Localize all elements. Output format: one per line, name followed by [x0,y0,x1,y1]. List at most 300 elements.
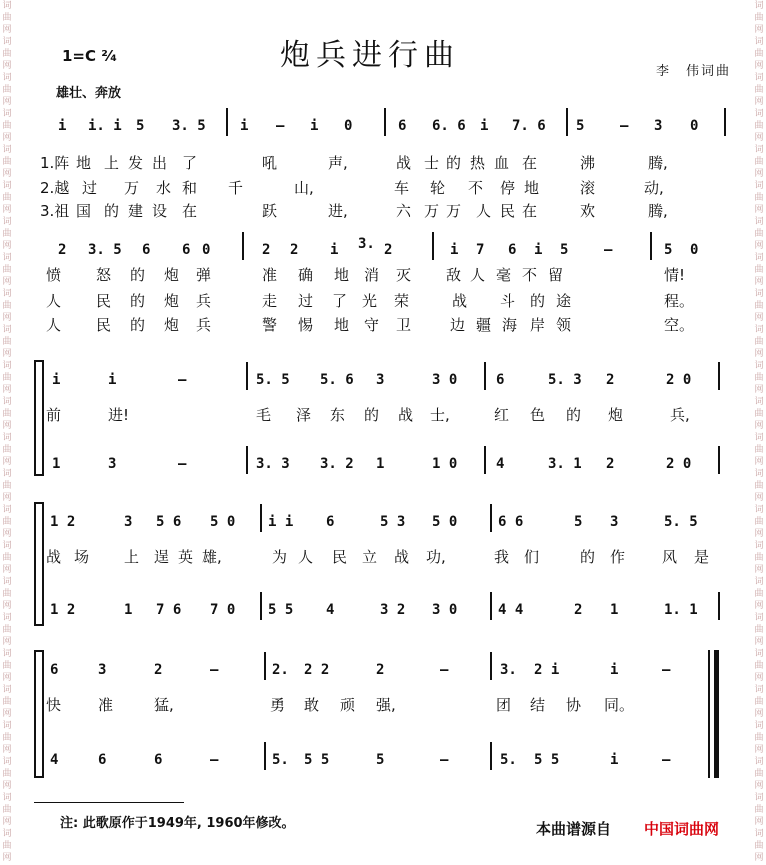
watermark-glyph: 曲 [754,589,764,599]
watermark-glyph: 网 [754,529,764,539]
note: 5 [136,118,145,134]
lyric-syllable: 荣 [394,292,410,310]
lyric-syllable: 万 [446,202,462,220]
watermark-glyph: 网 [2,529,12,539]
watermark-glyph: 词 [2,649,12,659]
lyric-syllable: 上 [104,154,120,172]
barline [718,446,720,474]
note-lower: 2 0 [666,456,692,472]
watermark-glyph: 曲 [754,229,764,239]
note: 5 [576,118,585,134]
lyric-syllable: 战 [46,548,62,566]
watermark-glyph: 网 [2,565,12,575]
barline [384,108,386,136]
lyric-syllable: 弹 [196,266,212,284]
note-lower: 6 [98,752,107,768]
lyric-syllable: 强, [376,696,396,714]
watermark-glyph: 词 [754,325,764,335]
note: i [330,242,339,258]
barline [484,362,486,390]
lyric-syllable: 在 [182,202,198,220]
note-upper: – [178,372,187,388]
lyric-syllable: 炮 [164,316,180,334]
watermark-glyph: 词 [2,145,12,155]
lyric-syllable: 轮 [430,179,446,197]
lyric-syllable: 战 [398,406,414,424]
note-lower: 3 0 [432,602,458,618]
watermark-glyph: 词 [754,649,764,659]
lyric-syllable: 3.祖 [40,202,70,220]
lyric-syllable: 团 [496,696,512,714]
watermark-glyph: 词 [2,541,12,551]
watermark-glyph: 曲 [2,193,12,203]
lyric-syllable: 前 [46,406,62,424]
lyric-syllable: 毛 [256,406,272,424]
watermark-glyph: 词 [2,577,12,587]
lyric-syllable: 血 [494,154,510,172]
lyric-syllable: 士 [424,154,440,172]
lyric-syllable: 建 [128,202,144,220]
watermark-glyph: 网 [2,421,12,431]
note-upper: 3 [610,514,619,530]
watermark-glyph: 词 [754,541,764,551]
lyric-syllable: 进! [108,406,130,424]
watermark-glyph: 曲 [2,373,12,383]
watermark-glyph: 曲 [754,517,764,527]
lyric-syllable: 结 [530,696,546,714]
watermark-glyph: 曲 [754,121,764,131]
lyric-syllable: 炮 [164,266,180,284]
lyric-syllable: 确 [298,266,314,284]
note-lower: 7 6 [156,602,182,618]
lyric-syllable: 消 [364,266,380,284]
source-label: 本曲谱源自 [536,820,612,838]
lyric-syllable: 的 [530,292,546,310]
note: 2 [58,242,67,258]
watermark-glyph: 网 [2,673,12,683]
lyric-syllable: 地 [334,266,350,284]
lyric-syllable: 滚 [580,179,596,197]
note-upper: 3 [124,514,133,530]
lyric-syllable: 准 [98,696,114,714]
note-lower: – [178,456,187,472]
note: 2 [290,242,299,258]
note: i [310,118,319,134]
barline [718,362,720,390]
lyric-syllable: 的 [130,316,146,334]
note: 3 [654,118,663,134]
note-lower: – [662,752,671,768]
note-lower: 1 0 [432,456,458,472]
lyric-syllable: 地 [76,154,92,172]
watermark-glyph: 网 [2,817,12,827]
watermark-glyph: 词 [2,37,12,47]
composer: 李 伟词曲 [656,64,732,79]
watermark-glyph: 网 [754,421,764,431]
watermark-glyph: 网 [2,637,12,647]
note: 6. 6 [432,118,466,134]
watermark-glyph: 词 [754,469,764,479]
note-upper: 5 3 [380,514,406,530]
watermark-glyph: 词 [754,793,764,803]
note: 2 [384,242,393,258]
lyric-syllable: 空。 [664,316,695,334]
watermark-glyph: 词 [754,685,764,695]
watermark-glyph: 曲 [754,625,764,635]
barline [242,232,244,260]
watermark-glyph: 曲 [2,85,12,95]
lyric-syllable: 声, [328,154,348,172]
note-lower: 3. 2 [320,456,354,472]
watermark-glyph: 网 [2,457,12,467]
note-upper: 2 0 [666,372,692,388]
note-lower: 3 2 [380,602,406,618]
watermark-glyph: 词 [754,361,764,371]
lyric-syllable: 愤 [46,266,62,284]
watermark-glyph: 网 [2,97,12,107]
barline [566,108,568,136]
watermark-glyph: 网 [754,817,764,827]
lyric-syllable: 红 [494,406,510,424]
note-lower: – [440,752,449,768]
watermark-glyph: 网 [754,205,764,215]
watermark-glyph: 词 [754,505,764,515]
barline [718,592,720,620]
watermark-glyph: 词 [2,721,12,731]
note-upper: i [52,372,61,388]
watermark-left [0,0,14,865]
note: i [58,118,67,134]
lyric-syllable: 的 [566,406,582,424]
lyric-syllable: 了 [332,292,348,310]
lyric-syllable: 灭 [396,266,412,284]
note-lower: 5 5 [304,752,330,768]
lyric-syllable: 边 [450,316,466,334]
lyric-syllable: 人 [476,202,492,220]
watermark-glyph: 网 [754,97,764,107]
watermark-glyph: 词 [754,1,764,11]
lyric-syllable: 地 [334,316,350,334]
watermark-glyph: 网 [2,493,12,503]
watermark-glyph: 词 [2,397,12,407]
note-lower: 4 [326,602,335,618]
barline [246,446,248,474]
watermark-glyph: 网 [754,601,764,611]
note-lower: i [610,752,619,768]
lyric-syllable: 我 [494,548,510,566]
lyric-syllable: 在 [522,154,538,172]
watermark-glyph: 词 [2,109,12,119]
lyric-syllable: 同。 [604,696,635,714]
barline [226,108,228,136]
note-lower: 1 2 [50,602,76,618]
watermark-glyph: 曲 [2,625,12,635]
watermark-glyph: 网 [754,25,764,35]
lyric-syllable: 炮 [164,292,180,310]
note-upper: 6 [496,372,505,388]
lyric-syllable: 的 [364,406,380,424]
barline [264,742,266,770]
watermark-glyph: 网 [754,133,764,143]
lyric-syllable: 人 [46,316,62,334]
watermark-glyph: 网 [2,601,12,611]
lyric-syllable: 跃 [262,202,278,220]
watermark-glyph: 曲 [754,301,764,311]
note-lower: 5 [376,752,385,768]
watermark-glyph: 曲 [2,409,12,419]
watermark-glyph: 曲 [2,805,12,815]
lyric-syllable: 和 [182,179,198,197]
barline [490,652,492,680]
note: 3. [358,236,375,252]
lyric-syllable: 猛, [154,696,174,714]
watermark-glyph: 曲 [754,733,764,743]
barline [490,742,492,770]
note-lower: 5. [272,752,289,768]
note-upper: 6 [50,662,59,678]
watermark-glyph: 词 [2,505,12,515]
lyric-syllable: 民 [96,292,112,310]
watermark-glyph: 词 [754,433,764,443]
lyric-syllable: 卫 [396,316,412,334]
note-lower: 3. 3 [256,456,290,472]
note: 5 [560,242,569,258]
lyric-syllable: 场 [74,548,90,566]
note-upper: i [108,372,117,388]
note: 0 [344,118,353,134]
lyric-syllable: 腾, [648,202,668,220]
watermark-glyph: 曲 [754,373,764,383]
watermark-glyph: 词 [754,145,764,155]
note-lower: 2 [574,602,583,618]
watermark-glyph: 曲 [2,517,12,527]
watermark-glyph: 网 [754,385,764,395]
note-lower: 3 [108,456,117,472]
note-lower: 5. [500,752,517,768]
lyric-syllable: 的 [130,292,146,310]
watermark-glyph: 曲 [2,157,12,167]
watermark-glyph: 网 [2,61,12,71]
note-upper: 2 [376,662,385,678]
lyric-syllable: 不 [522,266,538,284]
watermark-glyph: 曲 [2,13,12,23]
system-start-line [42,502,44,626]
lyric-syllable: 的 [104,202,120,220]
watermark-glyph: 曲 [754,85,764,95]
barline [490,592,492,620]
note-lower: 1 [52,456,61,472]
watermark-glyph: 词 [754,829,764,839]
note-lower: 2 [606,456,615,472]
lyric-syllable: 们 [524,548,540,566]
watermark-glyph: 网 [2,313,12,323]
barline [246,362,248,390]
watermark-glyph: 曲 [2,589,12,599]
note: i [534,242,543,258]
watermark-glyph: 词 [2,613,12,623]
lyric-syllable: 雄, [202,548,222,566]
lyric-syllable: 东 [330,406,346,424]
lyric-syllable: 情! [664,266,686,284]
watermark-glyph: 词 [754,721,764,731]
note: – [276,118,285,134]
site-name[interactable]: 中国词曲网 [644,820,720,838]
note-lower: 1 [124,602,133,618]
note: 6 [508,242,517,258]
watermark-glyph: 网 [754,241,764,251]
watermark-glyph: 网 [2,205,12,215]
watermark-glyph: 曲 [2,769,12,779]
watermark-glyph: 网 [2,169,12,179]
note: i. i [88,118,122,134]
note-lower: 6 [154,752,163,768]
lyric-syllable: 惕 [298,316,314,334]
watermark-glyph: 曲 [754,841,764,851]
lyric-syllable: 的 [130,266,146,284]
watermark-glyph: 词 [754,757,764,767]
note: 3. 5 [88,242,122,258]
watermark-glyph: 网 [754,169,764,179]
watermark-glyph: 曲 [2,301,12,311]
lyric-syllable: 腾, [648,154,668,172]
watermark-glyph: 词 [2,217,12,227]
watermark-glyph: 网 [754,313,764,323]
watermark-glyph: 词 [2,73,12,83]
lyric-syllable: 国 [76,202,92,220]
watermark-glyph: 词 [754,109,764,119]
lyric-syllable: 为 [272,548,288,566]
lyric-syllable: 斗 [500,292,516,310]
watermark-glyph: 曲 [754,409,764,419]
watermark-glyph: 曲 [2,337,12,347]
watermark-glyph: 词 [2,181,12,191]
watermark-glyph: 词 [2,433,12,443]
note-upper: 5. 5 [664,514,698,530]
lyric-syllable: 士, [430,406,450,424]
watermark-glyph: 网 [754,853,764,863]
note: i [480,118,489,134]
watermark-glyph: 网 [754,61,764,71]
note: 2 [262,242,271,258]
watermark-glyph: 词 [754,613,764,623]
barline [490,504,492,532]
lyric-syllable: 走 [262,292,278,310]
note-upper: 3 [98,662,107,678]
lyric-syllable: 吼 [262,154,278,172]
lyric-syllable: 色 [530,406,546,424]
barline [264,652,266,680]
lyric-syllable: 领 [556,316,572,334]
note-upper: 2 2 [304,662,330,678]
watermark-glyph: 曲 [2,121,12,131]
note-lower: 5 5 [534,752,560,768]
note-upper: 5 [574,514,583,530]
lyric-syllable: 万 [424,202,440,220]
lyric-syllable: 逞 [154,548,170,566]
note: – [604,242,613,258]
note-upper: 5. 5 [256,372,290,388]
lyric-syllable: 2.越 [40,179,70,197]
note-upper: 2 i [534,662,560,678]
watermark-glyph: 曲 [2,229,12,239]
note: 5 [664,242,673,258]
lyric-syllable: 疆 [476,316,492,334]
watermark-glyph: 网 [2,709,12,719]
tempo-marking: 雄壮、奔放 [56,86,122,101]
note: 6 [398,118,407,134]
lyric-syllable: 泽 [296,406,312,424]
watermark-glyph: 词 [754,73,764,83]
note-upper: 5 0 [210,514,236,530]
watermark-glyph: 词 [2,829,12,839]
system-start-line [42,360,44,476]
note: – [620,118,629,134]
lyric-syllable: 1.阵 [40,154,70,172]
note-upper: 1 2 [50,514,76,530]
lyric-syllable: 毫 [496,266,512,284]
lyric-syllable: 敢 [304,696,320,714]
note-upper: 5. 3 [548,372,582,388]
lyric-syllable: 海 [502,316,518,334]
note: 7 [476,242,485,258]
watermark-glyph: 网 [2,241,12,251]
watermark-glyph: 词 [754,217,764,227]
note-lower: 4 [50,752,59,768]
watermark-glyph: 曲 [2,661,12,671]
watermark-glyph: 词 [2,289,12,299]
lyric-syllable: 发 [128,154,144,172]
lyric-syllable: 战 [452,292,468,310]
note-upper: 2. [272,662,289,678]
note: 6 [182,242,191,258]
lyric-syllable: 勇 [270,696,286,714]
note-lower: 5 5 [268,602,294,618]
note-upper: 3 0 [432,372,458,388]
watermark-glyph: 网 [2,133,12,143]
lyric-syllable: 民 [96,316,112,334]
note: 7. 6 [512,118,546,134]
lyric-syllable: 炮 [608,406,624,424]
note-upper: 3. [500,662,517,678]
lyric-syllable: 千 [228,179,244,197]
watermark-glyph: 网 [754,709,764,719]
lyric-syllable: 人 [298,548,314,566]
note-lower: 7 0 [210,602,236,618]
note-upper: – [662,662,671,678]
lyric-syllable: 山, [294,179,314,197]
watermark-glyph: 网 [2,853,12,863]
watermark-glyph: 网 [2,385,12,395]
lyric-syllable: 光 [362,292,378,310]
watermark-glyph: 网 [2,745,12,755]
watermark-glyph: 词 [2,1,12,11]
watermark-glyph: 曲 [754,769,764,779]
note-upper: 2 [606,372,615,388]
note-lower: 1 [376,456,385,472]
watermark-glyph: 曲 [754,445,764,455]
watermark-glyph: 曲 [754,157,764,167]
lyric-syllable: 战 [394,548,410,566]
note: i [450,242,459,258]
lyric-syllable: 敌 [446,266,462,284]
watermark-glyph: 网 [2,277,12,287]
note: 0 [690,242,699,258]
lyric-syllable: 六 [396,202,412,220]
lyric-syllable: 的 [580,548,596,566]
watermark-glyph: 曲 [754,337,764,347]
note-upper: i i [268,514,294,530]
lyric-syllable: 民 [500,202,516,220]
